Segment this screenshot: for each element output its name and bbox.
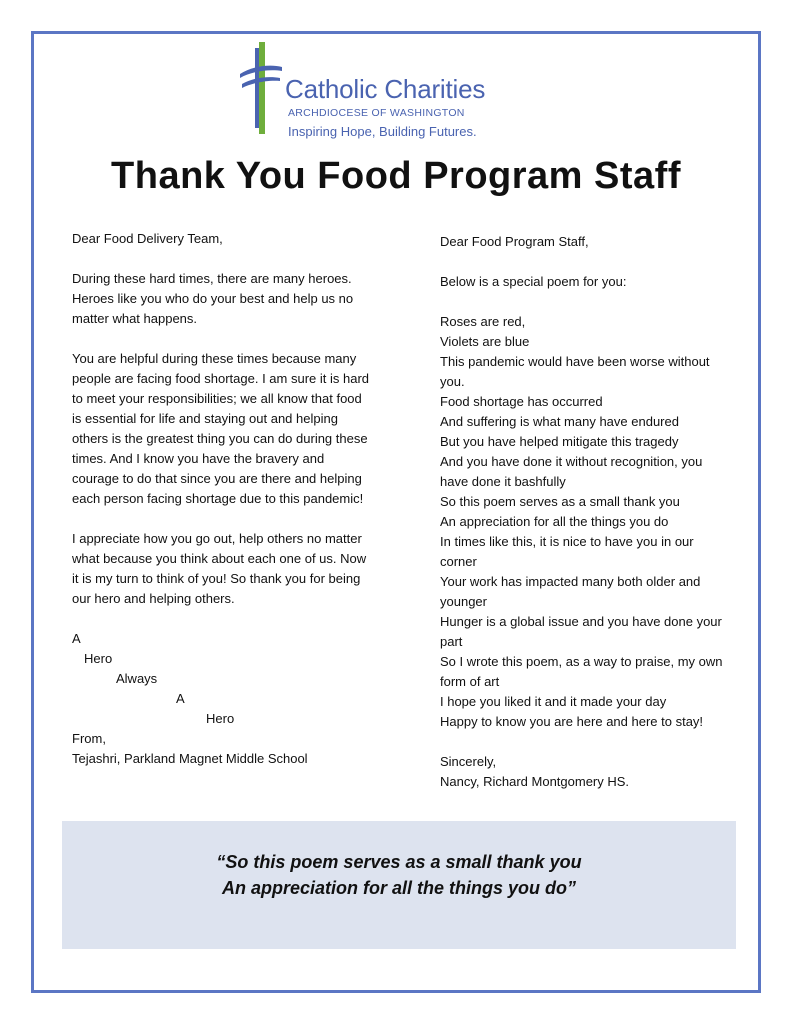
- acrostic-line: Always: [116, 671, 158, 686]
- pull-quote-line: “So this poem serves as a small thank you: [216, 852, 582, 872]
- right-signature: Nancy, Richard Montgomery HS.: [440, 774, 630, 789]
- right-greeting: Dear Food Program Staff,: [440, 234, 589, 249]
- poem-line: Roses are red,: [440, 314, 526, 329]
- poem-line: Food shortage has occurred: [440, 394, 603, 409]
- pull-quote: [62, 849, 736, 901]
- acrostic-line: Hero: [84, 651, 113, 666]
- right-intro: Below is a special poem for you:: [440, 274, 627, 289]
- poem-line: Violets are blue: [440, 334, 530, 349]
- poem-line: So this poem serves as a small thank you: [440, 494, 680, 509]
- poem-line: But you have helped mitigate this tragedy: [440, 434, 679, 449]
- catholic-charities-logo: [238, 40, 528, 140]
- right-closing: Sincerely,: [440, 754, 497, 769]
- poem-line: This pandemic would have been worse without you.: [440, 354, 710, 389]
- acrostic-line: A: [72, 631, 81, 646]
- poem-line: And you have done it without recognition, you have done it bashfully: [440, 454, 703, 489]
- left-letter: [72, 229, 372, 769]
- cross-logo-icon: [238, 40, 283, 136]
- left-from: From,: [72, 731, 106, 746]
- acrostic: [72, 629, 372, 729]
- poem-line: Hunger is a global issue and you have done your part: [440, 614, 722, 649]
- acrostic-line: A: [176, 691, 185, 706]
- poem-line: And suffering is what many have endured: [440, 414, 679, 429]
- poem-line: In times like this, it is nice to have you in our corner: [440, 534, 694, 569]
- left-signature: Tejashri, Parkland Magnet Middle School: [72, 751, 308, 766]
- poem-line: Your work has impacted many both older and younger: [440, 574, 701, 609]
- right-letter: [440, 232, 730, 792]
- page-title: Thank You Food Program Staff: [111, 155, 681, 197]
- pull-quote-line: An appreciation for all the things you do”: [221, 878, 576, 898]
- logo-name: Catholic Charities: [285, 74, 486, 104]
- acrostic-line: Hero: [206, 711, 235, 726]
- poem-line: So I wrote this poem, as a way to praise, my own form of art: [440, 654, 723, 689]
- logo-subtitle: ARCHDIOCESE OF WASHINGTON: [288, 107, 465, 119]
- poem-line: I hope you liked it and it made your day: [440, 694, 667, 709]
- logo-tagline: Inspiring Hope, Building Futures.: [288, 124, 477, 139]
- pull-quote-box: [62, 821, 736, 949]
- left-paragraph-2: You are helpful during these times because many people are facing food shortage. I am sure it is hard to meet your responsibilities; we all know that food is essential for life and staying out and helping others is the greatest thing you can do during these times. And I know you have the bravery and courage to do that since you are there and helping each person facing shortage due to this pandemic!: [72, 351, 370, 506]
- poem-line: An appreciation for all the things you do: [440, 514, 669, 529]
- left-paragraph-3: I appreciate how you go out, help others no matter what because you think about each one of us. Now it is my turn to think of you! So thank you for being our hero and helping others.: [72, 531, 367, 606]
- poem-line: Happy to know you are here and here to stay!: [440, 714, 704, 729]
- left-greeting: Dear Food Delivery Team,: [72, 231, 223, 246]
- poem: [440, 312, 730, 732]
- left-paragraph-1: During these hard times, there are many heroes. Heroes like you who do your best and help us no matter what happens.: [72, 271, 354, 326]
